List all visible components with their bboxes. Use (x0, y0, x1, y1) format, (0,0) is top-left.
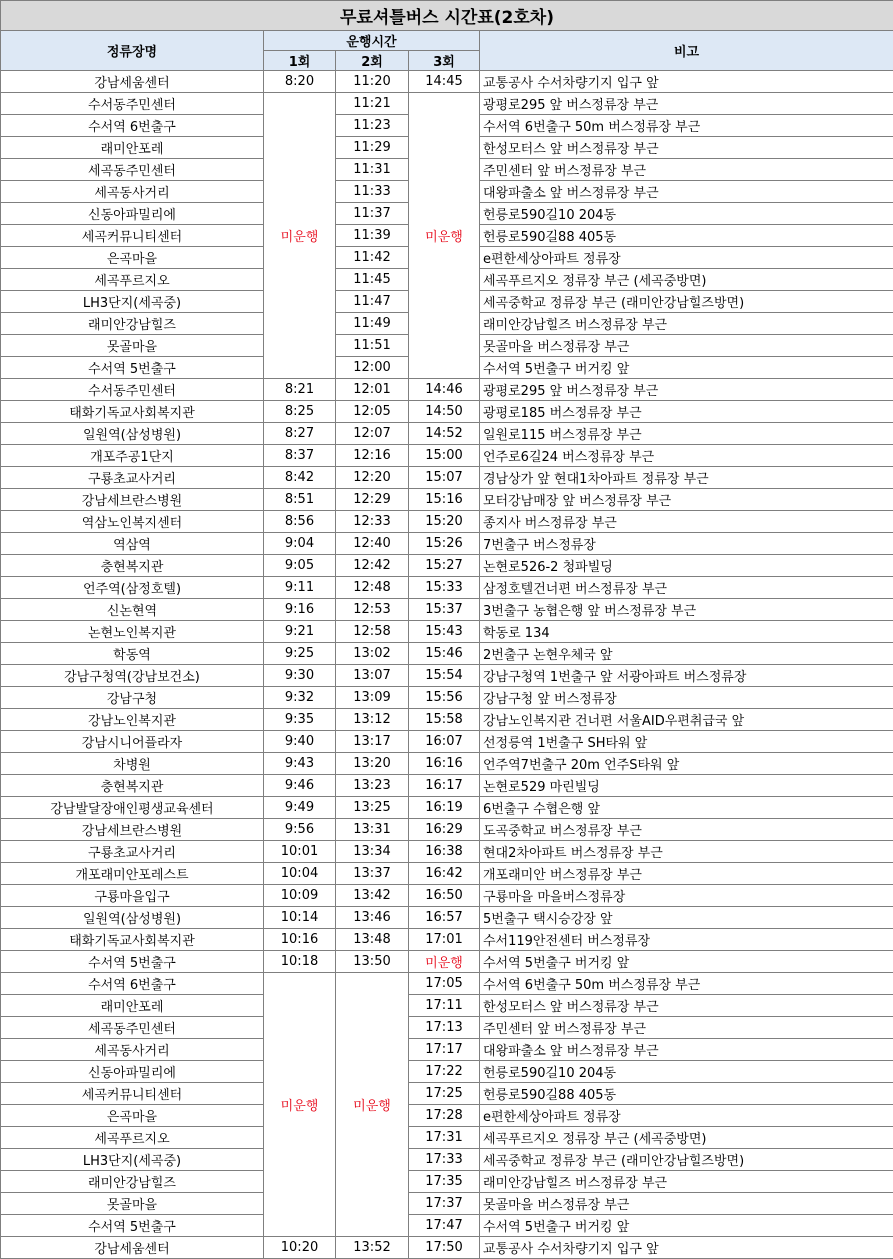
table-row (1, 709, 893, 731)
table-row (1, 797, 893, 819)
stop-note: 대왕파출소 앞 버스정류장 부근 (480, 181, 893, 203)
departure-time-t2: 11:42 (336, 247, 409, 269)
departure-time-t1: 8:21 (264, 379, 336, 401)
stop-name: 강남구청역(강남보건소) (1, 665, 264, 687)
departure-time-t2: 12:29 (336, 489, 409, 511)
departure-time-t3: 16:19 (409, 797, 480, 819)
header-note: 비고 (480, 31, 893, 71)
departure-time-t3: 17:33 (409, 1149, 480, 1171)
departure-time-t1: 9:40 (264, 731, 336, 753)
stop-note: 강남노인복지관 건너편 서울AID우편취급국 앞 (480, 709, 893, 731)
stop-note: 래미안강남힐즈 버스정류장 부근 (480, 1171, 893, 1193)
departure-time-t1: 9:32 (264, 687, 336, 709)
departure-time-t2: 12:48 (336, 577, 409, 599)
departure-time-t1: 9:49 (264, 797, 336, 819)
departure-time-t2: 13:46 (336, 907, 409, 929)
stop-name: 강남세브란스병원 (1, 819, 264, 841)
stop-note: 광평로185 버스정류장 부근 (480, 401, 893, 423)
stop-name: 강남세움센터 (1, 1237, 264, 1259)
departure-time-t2: 12:53 (336, 599, 409, 621)
stop-name: 세곡동주민센터 (1, 159, 264, 181)
departure-time-t2: 11:47 (336, 291, 409, 313)
stop-note: 7번출구 버스정류장 (480, 533, 893, 555)
departure-time-t3: 15:56 (409, 687, 480, 709)
table-row (1, 533, 893, 555)
table-row (1, 1171, 893, 1193)
stop-name: 은곡마을 (1, 1105, 264, 1127)
departure-time-t3: 17:13 (409, 1017, 480, 1039)
stop-note: 교통공사 수서차량기지 입구 앞 (480, 71, 893, 93)
table-row (1, 599, 893, 621)
table-row (1, 489, 893, 511)
departure-time-t3: 16:16 (409, 753, 480, 775)
departure-time-t1: 8:25 (264, 401, 336, 423)
stop-note: 헌릉로590길10 204동 (480, 203, 893, 225)
departure-time-t1: 8:51 (264, 489, 336, 511)
table-row (1, 1105, 893, 1127)
table-row (1, 995, 893, 1017)
stop-note: 주민센터 앞 버스정류장 부근 (480, 1017, 893, 1039)
departure-time-t2: 11:37 (336, 203, 409, 225)
departure-time-t1: 9:56 (264, 819, 336, 841)
departure-time-t2: 11:33 (336, 181, 409, 203)
stop-name: 일원역(삼성병원) (1, 907, 264, 929)
departure-time-t3: 14:50 (409, 401, 480, 423)
stop-note: 교통공사 수서차량기지 입구 앞 (480, 1237, 893, 1259)
stop-note: 수서역 5번출구 버거킹 앞 (480, 1215, 893, 1237)
table-row (1, 379, 893, 401)
stop-note: 2번출구 논현우체국 앞 (480, 643, 893, 665)
table-row (1, 1083, 893, 1105)
table-row (1, 665, 893, 687)
header-stop: 정류장명 (1, 31, 264, 71)
departure-time-t3: 16:17 (409, 775, 480, 797)
departure-time-t2: 13:50 (336, 951, 409, 973)
table-row (1, 841, 893, 863)
table-row (1, 577, 893, 599)
departure-time-t3: 15:16 (409, 489, 480, 511)
departure-time-t1: 9:05 (264, 555, 336, 577)
departure-time-t3: 17:37 (409, 1193, 480, 1215)
stop-note: e편한세상아파트 정류장 (480, 247, 893, 269)
table-row (1, 1017, 893, 1039)
stop-name: 강남구청 (1, 687, 264, 709)
stop-name: 강남발달장애인평생교육센터 (1, 797, 264, 819)
departure-time-t1: 10:09 (264, 885, 336, 907)
table-row (1, 973, 893, 995)
stop-note: 선정릉역 1번출구 SH타워 앞 (480, 731, 893, 753)
table-row (1, 71, 893, 93)
stop-note: 논현로526-2 청파빌딩 (480, 555, 893, 577)
departure-time-t3: 15:07 (409, 467, 480, 489)
stop-note: 세곡중학교 정류장 부근 (래미안강남힐즈방면) (480, 1149, 893, 1171)
stop-name: 강남시니어플라자 (1, 731, 264, 753)
table-row (1, 907, 893, 929)
departure-time-t3: 16:07 (409, 731, 480, 753)
stop-note: 수서119안전센터 버스정류장 (480, 929, 893, 951)
table-row (1, 643, 893, 665)
table-row (1, 775, 893, 797)
stop-name: 래미안포레 (1, 995, 264, 1017)
stop-name: 세곡푸르지오 (1, 1127, 264, 1149)
departure-time-t2: 13:48 (336, 929, 409, 951)
stop-note: 한성모터스 앞 버스정류장 부근 (480, 137, 893, 159)
stop-name: 세곡푸르지오 (1, 269, 264, 291)
stop-note: 도곡중학교 버스정류장 부근 (480, 819, 893, 841)
departure-time-t3: 16:50 (409, 885, 480, 907)
stop-name: 언주역(삼정호텔) (1, 577, 264, 599)
departure-time-t2: 11:29 (336, 137, 409, 159)
departure-time-t1: 8:37 (264, 445, 336, 467)
stop-note: 삼정호텔건너편 버스정류장 부근 (480, 577, 893, 599)
stop-note: 세곡푸르지오 정류장 부근 (세곡중방면) (480, 1127, 893, 1149)
table-row (1, 401, 893, 423)
departure-time-t1: 9:04 (264, 533, 336, 555)
stop-note: 개포래미안 버스정류장 부근 (480, 863, 893, 885)
stop-name: 은곡마을 (1, 247, 264, 269)
departure-time-t3: 15:43 (409, 621, 480, 643)
departure-time-t2: 12:16 (336, 445, 409, 467)
stop-name: 수서역 5번출구 (1, 1215, 264, 1237)
departure-time-t1: 10:01 (264, 841, 336, 863)
stop-name: 개포래미안포레스트 (1, 863, 264, 885)
stop-note: 대왕파출소 앞 버스정류장 부근 (480, 1039, 893, 1061)
stop-note: 현대2차아파트 버스정류장 부근 (480, 841, 893, 863)
stop-note: 수서역 5번출구 버거킹 앞 (480, 357, 893, 379)
departure-time-t3: 17:31 (409, 1127, 480, 1149)
departure-time-t2: 13:20 (336, 753, 409, 775)
table-row (1, 555, 893, 577)
departure-time-t3: 17:28 (409, 1105, 480, 1127)
departure-time-t1: 9:30 (264, 665, 336, 687)
stop-name: 수서역 5번출구 (1, 357, 264, 379)
table-row (1, 1193, 893, 1215)
departure-time-t1: 8:56 (264, 511, 336, 533)
stop-name: 수서역 6번출구 (1, 115, 264, 137)
stop-name: 강남세브란스병원 (1, 489, 264, 511)
departure-time-t3: 14:52 (409, 423, 480, 445)
stop-note: 모터강남매장 앞 버스정류장 부근 (480, 489, 893, 511)
stop-name: 래미안강남힐즈 (1, 313, 264, 335)
table-row (1, 93, 893, 115)
departure-time-t2: 13:42 (336, 885, 409, 907)
stop-name: 역삼노인복지센터 (1, 511, 264, 533)
table-row (1, 1061, 893, 1083)
departure-time-t2: 11:23 (336, 115, 409, 137)
departure-time-t2: 11:31 (336, 159, 409, 181)
departure-time-t2: 12:33 (336, 511, 409, 533)
table-row (1, 1149, 893, 1171)
departure-time-t2: 13:23 (336, 775, 409, 797)
table-row (1, 819, 893, 841)
departure-time-t2: 13:31 (336, 819, 409, 841)
stop-name: 세곡동주민센터 (1, 1017, 264, 1039)
departure-time-t2: 13:12 (336, 709, 409, 731)
departure-time-t3: 17:35 (409, 1171, 480, 1193)
stop-note: 수서역 5번출구 버거킹 앞 (480, 951, 893, 973)
departure-time-t3: 15:20 (409, 511, 480, 533)
not-running-cell: 미운행 (264, 973, 336, 1237)
stop-note: 강남구청 앞 버스정류장 (480, 687, 893, 709)
stop-name: 수서역 6번출구 (1, 973, 264, 995)
table-row (1, 731, 893, 753)
departure-time-t2: 13:17 (336, 731, 409, 753)
stop-name: 논현노인복지관 (1, 621, 264, 643)
stop-note: 경남상가 앞 현대1차아파트 정류장 부근 (480, 467, 893, 489)
departure-time-t1: 8:27 (264, 423, 336, 445)
departure-time-t1: 10:16 (264, 929, 336, 951)
departure-time-t3: 15:27 (409, 555, 480, 577)
departure-time-t2: 12:42 (336, 555, 409, 577)
departure-time-t3: 15:46 (409, 643, 480, 665)
departure-time-t2: 12:20 (336, 467, 409, 489)
departure-time-t1: 10:14 (264, 907, 336, 929)
departure-time-t2: 13:34 (336, 841, 409, 863)
departure-time-t3: 14:46 (409, 379, 480, 401)
departure-time-t1: 9:35 (264, 709, 336, 731)
stop-name: LH3단지(세곡중) (1, 1149, 264, 1171)
table-row (1, 753, 893, 775)
departure-time-t3: 15:00 (409, 445, 480, 467)
header-time-group: 운행시간 (264, 31, 480, 51)
header-run3: 3회 (409, 51, 480, 71)
stop-name: 강남세움센터 (1, 71, 264, 93)
departure-time-t3: 16:42 (409, 863, 480, 885)
departure-time-t3: 15:26 (409, 533, 480, 555)
departure-time-t2: 11:39 (336, 225, 409, 247)
departure-time-t3: 17:05 (409, 973, 480, 995)
departure-time-t1: 9:25 (264, 643, 336, 665)
stop-name: 태화기독교사회복지관 (1, 401, 264, 423)
departure-time-t2: 13:37 (336, 863, 409, 885)
stop-note: 헌릉로590길88 405동 (480, 225, 893, 247)
departure-time-t2: 13:02 (336, 643, 409, 665)
departure-time-t2: 11:20 (336, 71, 409, 93)
departure-time-t3: 17:11 (409, 995, 480, 1017)
departure-time-t3: 16:29 (409, 819, 480, 841)
departure-time-t3: 15:54 (409, 665, 480, 687)
departure-time-t3: 14:45 (409, 71, 480, 93)
departure-time-t3: 17:01 (409, 929, 480, 951)
stop-note: 광평로295 앞 버스정류장 부근 (480, 93, 893, 115)
departure-time-t3: 17:47 (409, 1215, 480, 1237)
table-row (1, 445, 893, 467)
table-row (1, 863, 893, 885)
stop-note: 학동로 134 (480, 621, 893, 643)
departure-time-t3: 15:33 (409, 577, 480, 599)
stop-note: 언주로6길24 버스정류장 부근 (480, 445, 893, 467)
departure-time-t1: 9:21 (264, 621, 336, 643)
departure-time-t2: 13:07 (336, 665, 409, 687)
header-run2: 2회 (336, 51, 409, 71)
stop-note: 구룡마을 마을버스정류장 (480, 885, 893, 907)
stop-name: 구룡초교사거리 (1, 467, 264, 489)
stop-name: LH3단지(세곡중) (1, 291, 264, 313)
departure-time-t1: 10:18 (264, 951, 336, 973)
departure-time-t3: 17:50 (409, 1237, 480, 1259)
stop-note: 수서역 6번출구 50m 버스정류장 부근 (480, 973, 893, 995)
stop-name: 차병원 (1, 753, 264, 775)
stop-note: 6번출구 수협은행 앞 (480, 797, 893, 819)
departure-time-t2: 13:09 (336, 687, 409, 709)
table-row (1, 1039, 893, 1061)
table-row (1, 1127, 893, 1149)
departure-time-t3: 17:17 (409, 1039, 480, 1061)
stop-name: 수서동주민센터 (1, 93, 264, 115)
stop-note: 수서역 6번출구 50m 버스정류장 부근 (480, 115, 893, 137)
stop-name: 개포주공1단지 (1, 445, 264, 467)
table-row (1, 467, 893, 489)
stop-name: 역삼역 (1, 533, 264, 555)
table-row (1, 885, 893, 907)
stop-note: 광평로295 앞 버스정류장 부근 (480, 379, 893, 401)
stop-name: 충현복지관 (1, 555, 264, 577)
table-row (1, 1215, 893, 1237)
stop-name: 충현복지관 (1, 775, 264, 797)
stop-note: 세곡푸르지오 정류장 부근 (세곡중방면) (480, 269, 893, 291)
departure-time-t3: 15:58 (409, 709, 480, 731)
departure-time-t1: 8:20 (264, 71, 336, 93)
stop-name: 세곡커뮤니티센터 (1, 225, 264, 247)
departure-time-t1: 9:16 (264, 599, 336, 621)
departure-time-t2: 12:58 (336, 621, 409, 643)
departure-time-t2: 11:21 (336, 93, 409, 115)
departure-time-t2: 12:00 (336, 357, 409, 379)
departure-time-t2: 12:01 (336, 379, 409, 401)
departure-time-t3: 17:22 (409, 1061, 480, 1083)
stop-note: 래미안강남힐즈 버스정류장 부근 (480, 313, 893, 335)
departure-time-t1: 9:43 (264, 753, 336, 775)
table-row (1, 951, 893, 973)
not-running-cell: 미운행 (409, 93, 480, 379)
stop-name: 세곡커뮤니티센터 (1, 1083, 264, 1105)
departure-time-t3: 16:57 (409, 907, 480, 929)
stop-note: 세곡중학교 정류장 부근 (래미안강남힐즈방면) (480, 291, 893, 313)
table-row (1, 687, 893, 709)
stop-note: 한성모터스 앞 버스정류장 부근 (480, 995, 893, 1017)
stop-note: 논현로529 마린빌딩 (480, 775, 893, 797)
table-row (1, 621, 893, 643)
stop-name: 래미안포레 (1, 137, 264, 159)
table-row (1, 423, 893, 445)
departure-time-t1: 9:11 (264, 577, 336, 599)
stop-name: 일원역(삼성병원) (1, 423, 264, 445)
departure-time-t1: 10:04 (264, 863, 336, 885)
stop-name: 못골마을 (1, 335, 264, 357)
table-row (1, 1237, 893, 1259)
departure-time-t3: 15:37 (409, 599, 480, 621)
departure-time-t2: 12:05 (336, 401, 409, 423)
stop-name: 못골마을 (1, 1193, 264, 1215)
stop-note: e편한세상아파트 정류장 (480, 1105, 893, 1127)
departure-time-t1: 10:20 (264, 1237, 336, 1259)
stop-note: 강남구청역 1번출구 앞 서광아파트 버스정류장 (480, 665, 893, 687)
departure-time-t2: 12:07 (336, 423, 409, 445)
departure-time-t2: 11:49 (336, 313, 409, 335)
stop-note: 주민센터 앞 버스정류장 부근 (480, 159, 893, 181)
departure-time-t1: 9:46 (264, 775, 336, 797)
stop-note: 5번출구 택시승강장 앞 (480, 907, 893, 929)
not-running-cell: 미운행 (264, 93, 336, 379)
stop-name: 세곡동사거리 (1, 1039, 264, 1061)
table-row (1, 511, 893, 533)
departure-time-t2: 13:52 (336, 1237, 409, 1259)
departure-time-t2: 11:51 (336, 335, 409, 357)
stop-name: 강남노인복지관 (1, 709, 264, 731)
header-run1: 1회 (264, 51, 336, 71)
departure-time-t2: 11:45 (336, 269, 409, 291)
stop-note: 헌릉로590길88 405동 (480, 1083, 893, 1105)
departure-time-t2: 12:40 (336, 533, 409, 555)
page-title: 무료셔틀버스 시간표(2호차) (1, 1, 893, 31)
departure-time-t3: 16:38 (409, 841, 480, 863)
stop-note: 못골마을 버스정류장 부근 (480, 1193, 893, 1215)
stop-name: 신동아파밀리에 (1, 1061, 264, 1083)
departure-time-t1: 8:42 (264, 467, 336, 489)
stop-note: 종지사 버스정류장 부근 (480, 511, 893, 533)
timetable-body (1, 71, 893, 1259)
departure-time-t3: 17:25 (409, 1083, 480, 1105)
departure-time-t3: 미운행 (409, 951, 480, 973)
stop-note: 언주역7번출구 20m 언주S타워 앞 (480, 753, 893, 775)
stop-name: 수서역 5번출구 (1, 951, 264, 973)
stop-note: 일원로115 버스정류장 부근 (480, 423, 893, 445)
stop-name: 태화기독교사회복지관 (1, 929, 264, 951)
not-running-cell: 미운행 (336, 973, 409, 1237)
stop-name: 구룡초교사거리 (1, 841, 264, 863)
table-row (1, 929, 893, 951)
stop-name: 신논현역 (1, 599, 264, 621)
stop-name: 구룡마을입구 (1, 885, 264, 907)
stop-name: 신동아파밀리에 (1, 203, 264, 225)
stop-name: 학동역 (1, 643, 264, 665)
stop-name: 세곡동사거리 (1, 181, 264, 203)
departure-time-t2: 13:25 (336, 797, 409, 819)
stop-note: 3번출구 농협은행 앞 버스정류장 부근 (480, 599, 893, 621)
stop-note: 못골마을 버스정류장 부근 (480, 335, 893, 357)
stop-name: 래미안강남힐즈 (1, 1171, 264, 1193)
stop-name: 수서동주민센터 (1, 379, 264, 401)
stop-note: 헌릉로590길10 204동 (480, 1061, 893, 1083)
